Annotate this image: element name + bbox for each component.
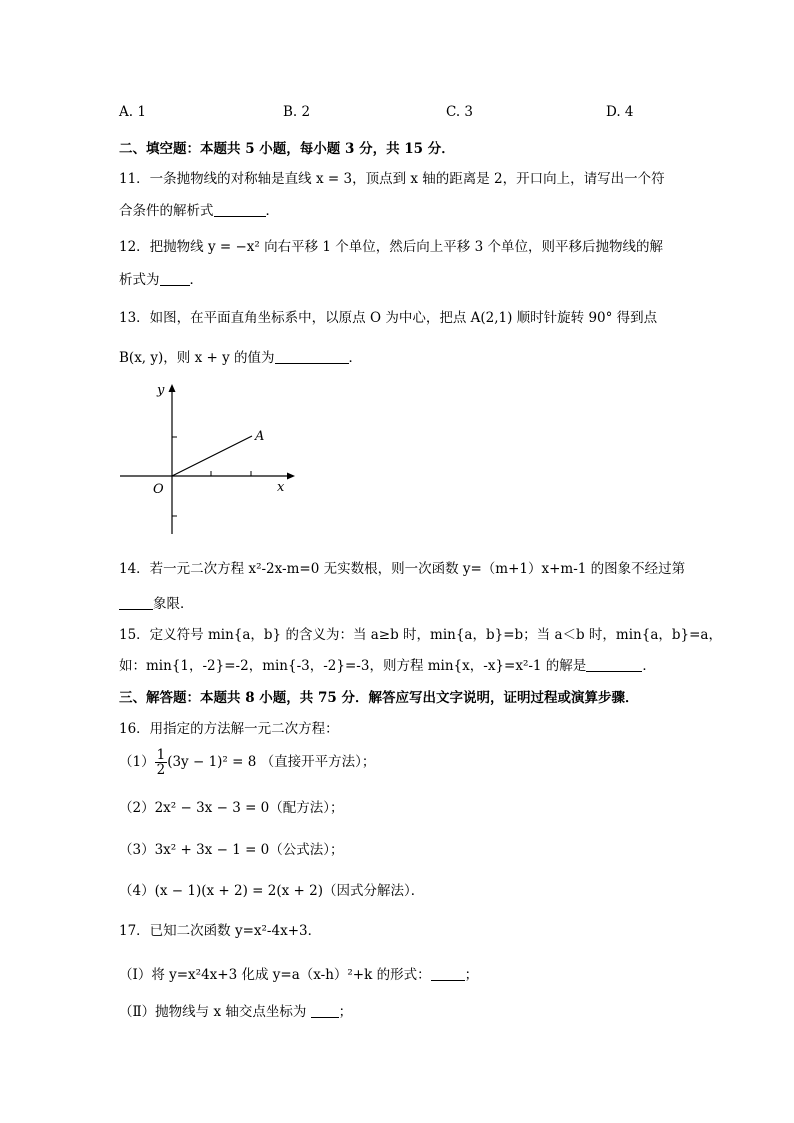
choice-d: D. 4 (606, 104, 634, 120)
q11-line1: 11．一条抛物线的对称轴是直线 x = 3，顶点到 x 轴的距离是 2，开口向上，请写出一个符 (119, 171, 665, 187)
q15-text: 如：min{1，-2}=-2，min{-3，-2}=-3，则方程 min{x，-x}=x²-1 的解是 (119, 658, 587, 674)
x-axis-arrow (287, 473, 295, 480)
segment-oa (172, 436, 252, 476)
q12-line2: 析式为 ． (119, 272, 203, 288)
q17-part1: （Ⅰ）将 y=x²4x+3 化成 y=a（x-h）²+k 的形式： ； (119, 967, 479, 983)
q16-part1 (119, 744, 375, 780)
q14-line1: 14．若一元二次方程 x²-2x-m=0 无实数根，则一次函数 y=（m+1）x+m-1 的图象不经过第 (119, 561, 686, 577)
q12-text: 析式为 (119, 272, 160, 288)
choice-a: A. 1 (119, 104, 146, 120)
origin-label: O (153, 482, 164, 497)
q16-part2: （2）2x² − 3x − 3 = 0（配方法）； (119, 800, 344, 816)
q17-part2-answer-blank[interactable] (311, 1004, 339, 1018)
q17-part2-text: （Ⅱ）抛物线与 x 轴交点坐标为 (119, 1004, 311, 1020)
q13-answer-blank[interactable] (275, 350, 349, 364)
q15-line1: 15．定义符号 min{a，b} 的含义为：当 a≥b 时，min{a，b}=b；当 a＜b 时，min{a，b}=a， (119, 627, 722, 643)
fraction-denominator: 2 (156, 762, 166, 778)
q16-part3: （3）3x² + 3x − 1 = 0（公式法）； (119, 842, 344, 858)
point-a-label: A (255, 429, 265, 444)
q13-line2: B(x, y)，则 x + y 的值为 ． (119, 350, 362, 366)
q14-answer-blank[interactable] (119, 596, 153, 610)
q11-line2: 合条件的解析式 ． (119, 203, 279, 219)
section-2-heading: 二、填空题：本题共 5 小题，每小题 3 分，共 15 分． (119, 141, 455, 157)
q17-part2: （Ⅱ）抛物线与 x 轴交点坐标为 ； (119, 1004, 353, 1020)
q13-line1: 13．如图，在平面直角坐标系中，以原点 O 为中心，把点 A(2,1) 顺时针旋转 90° 得到点 (119, 310, 658, 326)
section-3-heading: 三、解答题：本题共 8 小题，共 75 分．解答应写出文字说明，证明过程或演算步骤． (119, 690, 639, 706)
q15-answer-blank[interactable] (586, 658, 642, 672)
q17-part1-answer-blank[interactable] (431, 967, 465, 981)
q11-answer-blank[interactable] (214, 203, 266, 217)
fraction-half (155, 748, 168, 777)
q14-line2 (119, 592, 194, 612)
q16-part1-tag: （1） (119, 754, 155, 770)
q16-part4: （4）(x − 1)(x + 2) = 2(x + 2)（因式分解法）． (119, 883, 425, 899)
choice-c: C. 3 (446, 104, 474, 120)
q12-line1: 12．把抛物线 y = −x² 向右平移 1 个单位，然后向上平移 3 个单位，则平移后抛物线的解 (119, 239, 663, 255)
q16-part1-expr: (3y − 1)² = 8 （直接开平方法）； (167, 754, 376, 770)
y-axis-arrow (169, 384, 176, 392)
q11-text: 合条件的解析式 (119, 203, 214, 219)
q17-part1-text: （Ⅰ）将 y=x²4x+3 化成 y=a（x-h）²+k 的形式： (119, 967, 431, 983)
x-axis-label: x (277, 480, 285, 495)
q12-answer-blank[interactable] (160, 272, 190, 286)
q15-line2: 如：min{1，-2}=-2，min{-3，-2}=-3，则方程 min{x，-x}=x²-1 的解是 ． (119, 658, 656, 674)
choice-b: B. 2 (283, 104, 311, 120)
y-axis-label: y (157, 383, 165, 398)
coordinate-figure (115, 376, 300, 541)
q13-text: B(x, y)，则 x + y 的值为 (119, 350, 275, 366)
q14-text: 象限． (153, 596, 194, 612)
q17-intro: 17．已知二次函数 y=x²-4x+3． (119, 923, 322, 939)
q16-intro: 16．用指定的方法解一元二次方程： (119, 721, 339, 737)
fraction-numerator: 1 (156, 746, 166, 763)
